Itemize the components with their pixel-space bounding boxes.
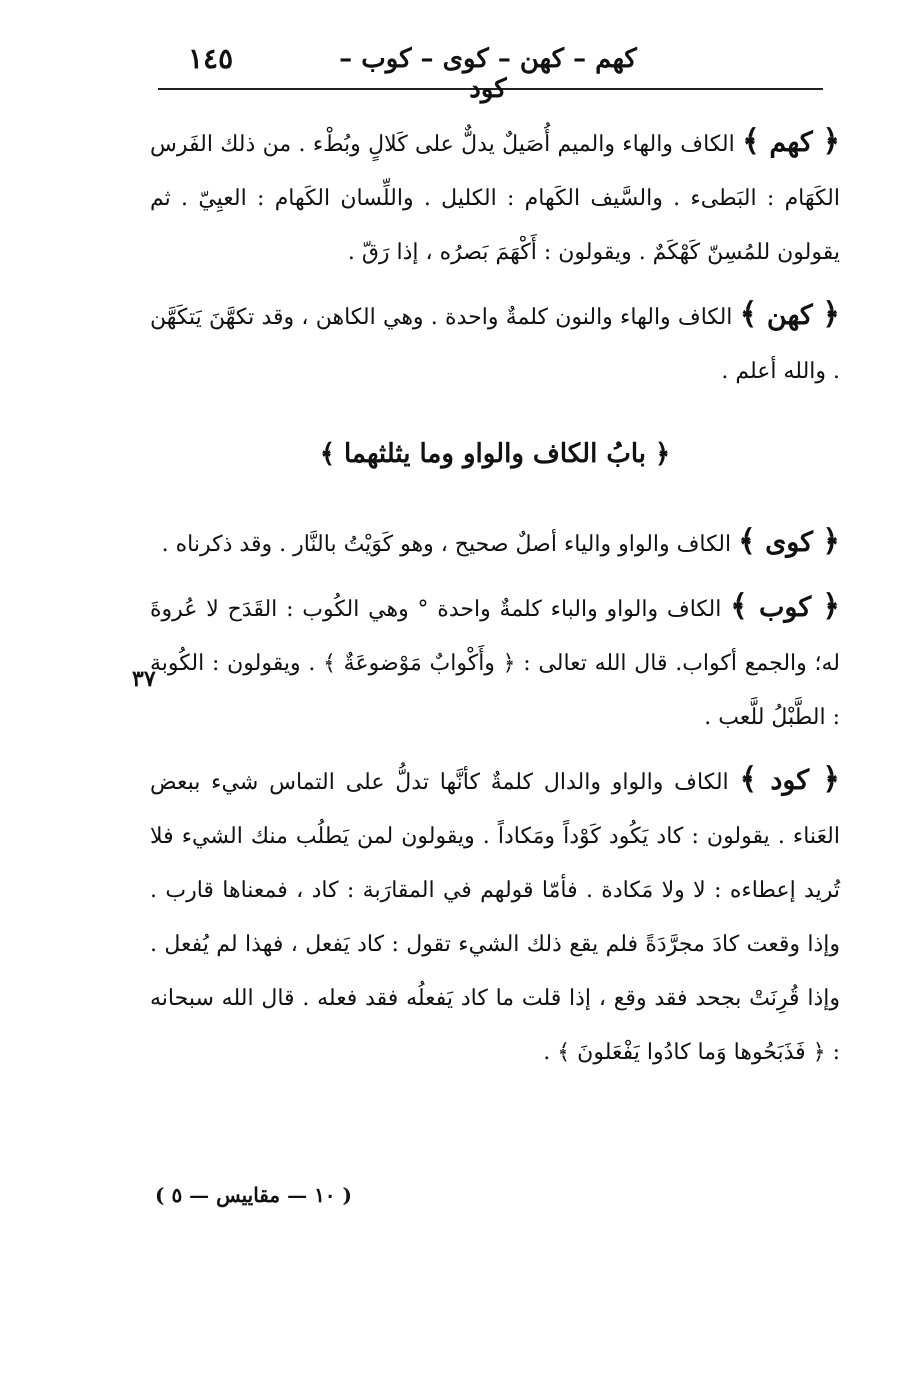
entry-text: الكاف والواو والدال كلمةٌ كأنَّها تدلُّ على التماس شيء ببعض العَناء . يقولون : كاد يَكُود كَوْداً ومَكاداً . ويقولون لمن يَطلُب منك الشيء فلا تُريد إعطاءه : لا ولا مَكادة . فأمّا قولهم في المقارَبة : كاد ، فمعناها قارب . وإذا وقعت كادَ مجرَّدَةً فلم يقع ذلك الشيء تقول : كاد يَفعل ، فهذا لم يُفعل . وإذا قُرِنَتْ بجحد فقد وقع ، إذا قلت ما كاد يَفعلُه فقد فعله . قال الله سبحانه : ﴿ فَذَبَحُوها وَما كادُوا يَفْعَلونَ ﴾ . [150, 770, 840, 1065]
entry-headword: ﴿ كوب ﴾ [730, 589, 840, 624]
entry-kawd [150, 753, 840, 1080]
entry-headword: ﴿ كود ﴾ [739, 762, 840, 797]
entry-kahn [150, 288, 840, 399]
entry-headword: ﴿ كهن ﴾ [739, 297, 840, 332]
signature-footer: ( ١٠ — مقاييس — ٥ ) [155, 1183, 352, 1207]
entry-kawb [150, 580, 840, 745]
page-number: ١٤٥ [188, 42, 234, 75]
margin-note: ٣٧ [132, 666, 156, 692]
entry-text: الكاف والواو والباء كلمةٌ واحدة ° وهي الكُوب : القَدَح لا عُروةَ له؛ والجمع أكواب. قال الله تعالى : ﴿ وأَكْوابٌ مَوْضوعَةٌ ﴾ . ويقولون : الكُوبة : الطَّبْلُ للَّعب . [150, 597, 840, 730]
entry-text: الكاف والواو والياء أصلٌ صحيح ، وهو كَوَيْتُ بالنَّار . وقد ذكرناه . [161, 532, 732, 557]
entry-kahm [150, 115, 840, 280]
page-body [150, 115, 840, 1088]
entry-text: الكاف والهاء والميم أُصَيلٌ يدلٌّ على كَلالٍ وبُطْء . من ذلك الفَرس الكَهَام : البَطىء . والسَّيف الكَهام : الكليل . واللِّسان الكَهام : العيِيّ . ثم يقولون للمُسِنّ كَهْكَمٌ . ويقولون : أَكْهَمَ بَصرُه ، إذا رَقّ . [150, 132, 840, 265]
entry-headword: ﴿ كهم ﴾ [742, 124, 841, 159]
running-title: كهم – كهن – كوى – كوب – كود [339, 44, 637, 104]
entry-text: الكاف والهاء والنون كلمةٌ واحدة . وهي الكاهن ، وقد تكهَّنَ يَتكَهَّن . والله أعلم . [150, 305, 840, 384]
entry-kawa [150, 515, 840, 572]
section-title: ﴿ بابُ الكاف والواو وما يثلثهما ﴾ [319, 439, 671, 469]
entry-headword: ﴿ كوى ﴾ [738, 524, 840, 559]
page-header [158, 40, 823, 104]
